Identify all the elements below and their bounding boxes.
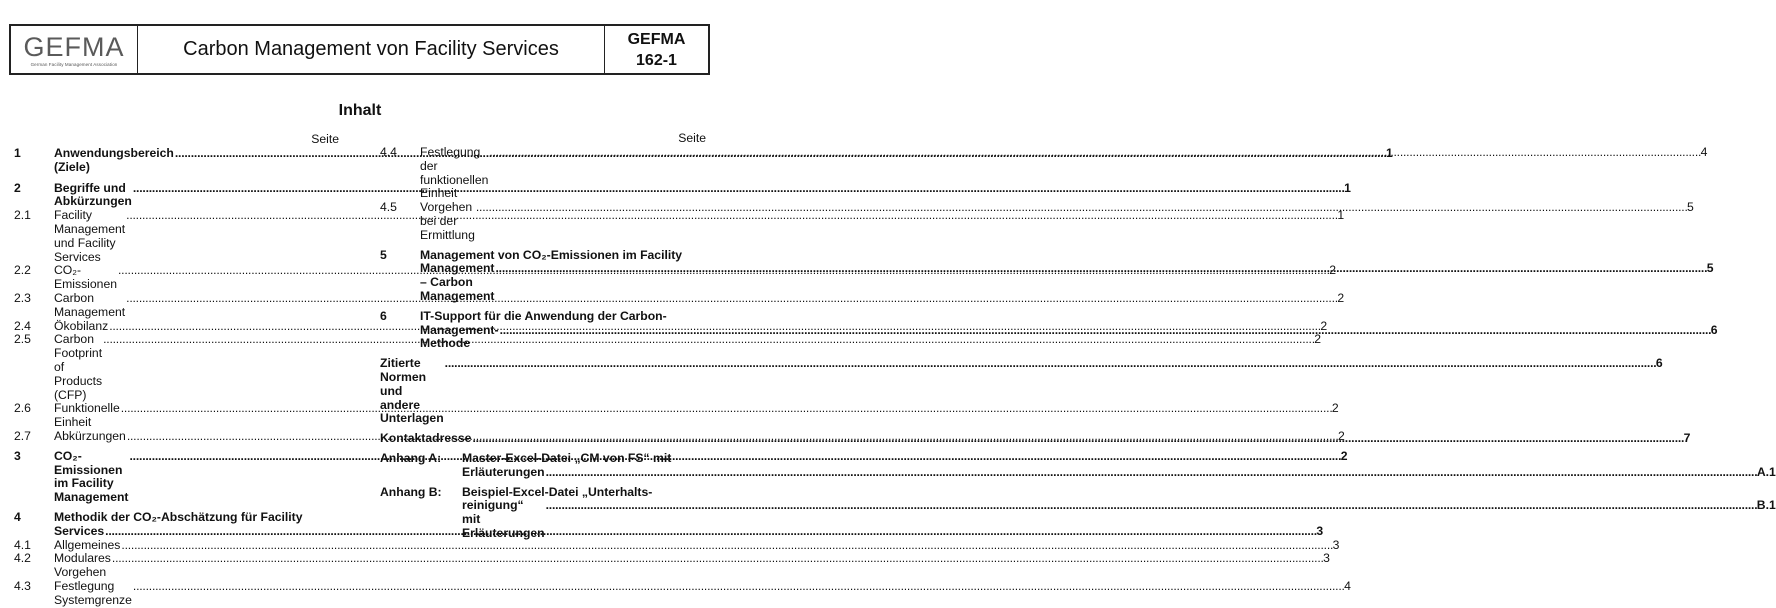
toc-entry-title: Zitierte Normen und andere Unterlagen [380, 356, 444, 426]
toc-entry[interactable] [380, 484, 1776, 541]
toc-entry-title-line1: IT-Support für die Anwendung der Carbon- [420, 308, 667, 323]
toc-entry-page: 2 [1320, 318, 1328, 333]
toc-entry[interactable] [380, 450, 1776, 480]
toc-entry-number: 6 [380, 308, 387, 323]
toc-entry-title: Vorgehen bei der Ermittlung [420, 200, 475, 242]
toc-entry-page: 4 [1344, 578, 1351, 593]
toc-entry[interactable] [380, 431, 1691, 446]
toc-entry-title: Funktionelle Einheit [54, 401, 120, 430]
toc-entry-number: 4.2 [14, 551, 31, 566]
toc-entry-title: Anwendungsbereich (Ziele) [54, 146, 174, 174]
toc-entry-title: Management – Carbon Management [420, 261, 495, 303]
leader-dots [133, 580, 1343, 594]
toc-entry[interactable] [14, 401, 1339, 430]
document-header [9, 24, 710, 75]
toc-entry-number: 2.3 [14, 290, 31, 305]
toc-entry-number: 1 [14, 146, 21, 160]
toc-entry-number: 4.5 [380, 200, 397, 215]
toc-entry-page: 1 [1344, 180, 1351, 195]
leader-dots [472, 428, 1682, 446]
leader-dots [496, 262, 1706, 276]
toc-entry-title-line1: Master-Excel-Datei „CM von FS“ mit [462, 450, 672, 465]
toc-entry-page: 3 [1316, 523, 1324, 538]
toc-entry-title: Festlegung Systemgrenze [54, 578, 132, 607]
gefma-logo [11, 26, 138, 73]
toc-entry[interactable] [380, 356, 1663, 426]
toc-entry[interactable] [380, 200, 1694, 242]
toc-entry-page: 5 [1687, 200, 1694, 215]
standard-number: 162-1 [636, 51, 677, 69]
toc-entry-page: 4 [1700, 145, 1708, 159]
toc-entry-page: 3 [1323, 551, 1330, 566]
toc-entry-title: Erläuterungen [462, 464, 545, 479]
toc-entry[interactable] [14, 318, 1328, 334]
leader-dots [489, 146, 1699, 160]
toc-entry-number: 2 [14, 180, 21, 195]
toc-entry-title: Ökobilanz [54, 318, 109, 333]
toc-entry-page: A.1 [1756, 464, 1776, 479]
toc-entry-number: 2.2 [14, 263, 31, 278]
toc-entry-title-line1: Methodik der CO₂-Abschätzung für Facility [54, 509, 303, 524]
toc-entry-title: Allgemeines [54, 537, 121, 552]
toc-entry-page: 2 [1340, 448, 1348, 463]
toc-entry-title: Management-Methode [420, 322, 499, 351]
toc-entry-title: CO₂-Emissionen im Facility Management [54, 448, 129, 505]
toc-entry-number: 3 [14, 448, 21, 463]
toc-entry-title: Abkürzungen [54, 428, 126, 443]
toc-entry-number: Anhang B: [380, 484, 442, 499]
toc-entry-page: 5 [1706, 261, 1714, 276]
toc-entry-page: 1 [1386, 146, 1393, 160]
leader-dots [112, 552, 1322, 566]
toc-entry-title: Facility Management und Facility Services [54, 208, 126, 264]
toc-entry-page: 2 [1329, 263, 1336, 278]
toc-entry-title: Kontaktadresse [380, 431, 472, 446]
toc-entry-title: CO₂-Emissionen [54, 263, 117, 292]
toc-entry-number: 2.6 [14, 401, 31, 416]
standard-id [605, 26, 708, 73]
toc-entry-title: Modulares Vorgehen [54, 551, 111, 580]
toc-entry[interactable] [380, 145, 1708, 201]
toc-entry-title: Services [54, 523, 105, 538]
toc-entry-number: 2.7 [14, 428, 31, 443]
toc-entry-title: Carbon Management [54, 290, 126, 319]
toc-entry-page: 2 [1331, 401, 1339, 416]
toc-entry-title: Festlegung der funktionellen Einheit [420, 145, 489, 201]
toc-entry[interactable] [380, 247, 1714, 304]
leader-dots [476, 201, 1686, 215]
logo-subtitle: German Facility Management Association [30, 61, 118, 67]
leader-dots [546, 466, 1756, 480]
toc-entry-page: 7 [1683, 431, 1691, 446]
toc-heading: Inhalt [338, 102, 382, 119]
toc-entry-number: 4.4 [380, 145, 397, 159]
toc-entry[interactable] [14, 578, 1351, 608]
toc-entry[interactable] [380, 308, 1718, 351]
toc-entry[interactable] [14, 551, 1330, 580]
toc-entry-page: 2 [1337, 290, 1345, 305]
document-title: Carbon Management von Facility Services [138, 26, 605, 73]
standard-name: GEFMA [627, 30, 686, 48]
leader-dots [445, 357, 1655, 371]
toc-entry-number: 5 [380, 247, 387, 262]
toc-entry-number: 2.5 [14, 332, 31, 347]
toc-entry-number: 4.1 [14, 537, 31, 552]
toc-entry[interactable] [14, 537, 1340, 553]
leader-dots [500, 324, 1710, 338]
toc-entry-title-line1: Management von CO₂-Emissionen im Facility [420, 247, 683, 262]
leader-dots [546, 499, 1756, 513]
logo-wordmark: GEFMA [23, 31, 125, 62]
toc-entry-page: 1 [1337, 208, 1345, 223]
page-column-label: Seite [678, 131, 706, 145]
toc-column-right [380, 131, 1776, 541]
toc-entry-title: Begriffe und Abkürzungen [54, 180, 132, 209]
toc-entry-number: Anhang A: [380, 450, 442, 465]
toc-entry-title: Carbon Footprint of Products (CFP) [54, 332, 103, 402]
toc-entry-number: 4 [14, 509, 21, 524]
toc-entry-number: 2.4 [14, 318, 31, 333]
toc-entry-title-line1: Beispiel-Excel-Datei „Unterhalts- [462, 484, 653, 499]
toc-entry-page: 2 [1314, 332, 1322, 347]
toc-entry-title: reinigung“ mit Erläuterungen [462, 498, 545, 540]
toc-entry-page: 2 [1338, 428, 1345, 443]
toc-entry-number: 4.3 [14, 578, 31, 593]
page-column-label: Seite [311, 132, 339, 146]
toc-entry-page: B.1 [1756, 498, 1776, 513]
toc-entry-page: 3 [1332, 537, 1340, 552]
toc-entry-page: 6 [1710, 322, 1718, 337]
toc-entry-number: 2.1 [14, 208, 31, 223]
toc-entry-page: 6 [1655, 356, 1663, 371]
